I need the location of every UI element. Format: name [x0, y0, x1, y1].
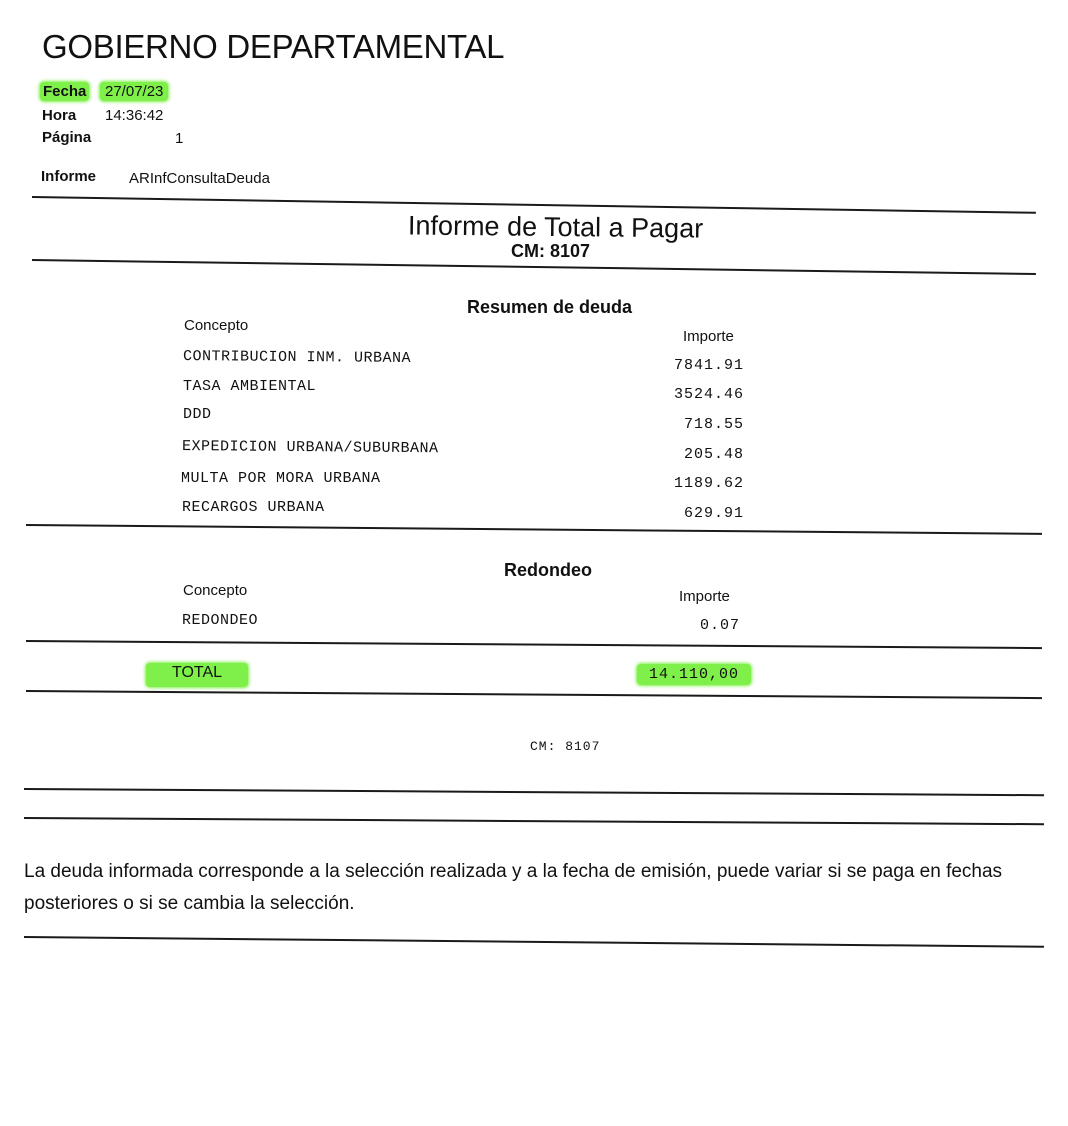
- debt-amount: 7841.91: [673, 357, 744, 374]
- department-title: GOBIERNO DEPARTAMENTAL: [42, 28, 505, 65]
- debt-concept: EXPEDICION URBANA/SUBURBANA: [181, 438, 439, 458]
- divider: [24, 936, 1044, 948]
- resumen-concepto-header: Concepto: [184, 317, 249, 334]
- debt-notice: La deuda informada corresponde a la selección realizada y a la fecha de emisión, puede variar si se paga en fechas posteriores o si se cambia la selección.: [24, 861, 1003, 914]
- debt-amount: 629.91: [683, 505, 744, 522]
- informe-value: ARInfConsultaDeuda: [129, 170, 270, 187]
- hora-value: 14:36:42: [105, 107, 164, 124]
- pagina-value: 1: [175, 130, 184, 147]
- debt-amount: 1189.62: [673, 475, 744, 492]
- debt-concept: TASA AMBIENTAL: [183, 378, 317, 395]
- redondeo-amount: 0.07: [699, 617, 740, 634]
- debt-amount: 718.55: [683, 416, 744, 433]
- hora-label: Hora: [42, 107, 77, 124]
- resumen-importe-header: Importe: [683, 328, 734, 345]
- divider: [24, 788, 1044, 796]
- redondeo-heading: Redondeo: [504, 560, 592, 580]
- debt-concept: RECARGOS URBANA: [182, 499, 325, 516]
- debt-concept: MULTA POR MORA URBANA: [181, 470, 381, 487]
- fecha-value: 27/07/23: [100, 82, 168, 101]
- informe-label: Informe: [41, 168, 97, 185]
- debt-concept: DDD: [183, 406, 212, 423]
- total-value: 14.110,00: [637, 664, 751, 685]
- report-title: Informe de Total a Pagar: [407, 210, 704, 244]
- redondeo-concept: REDONDEO: [182, 612, 259, 629]
- footer-cm: CM: 8107: [530, 739, 601, 754]
- divider: [26, 690, 1042, 699]
- resumen-heading: Resumen de deuda: [467, 297, 633, 317]
- fecha-label: Fecha: [40, 82, 89, 101]
- redondeo-importe-header: Importe: [679, 588, 730, 605]
- divider: [26, 640, 1042, 649]
- debt-amount: 3524.46: [673, 386, 744, 403]
- divider: [24, 817, 1044, 825]
- debt-concept: CONTRIBUCION INM. URBANA: [182, 348, 412, 367]
- pagina-label: Página: [42, 129, 92, 146]
- total-label: TOTAL: [146, 663, 248, 687]
- debt-amount: 205.48: [683, 446, 744, 463]
- redondeo-concepto-header: Concepto: [183, 582, 248, 599]
- divider: [26, 524, 1042, 535]
- report-cm: CM: 8107: [511, 241, 591, 261]
